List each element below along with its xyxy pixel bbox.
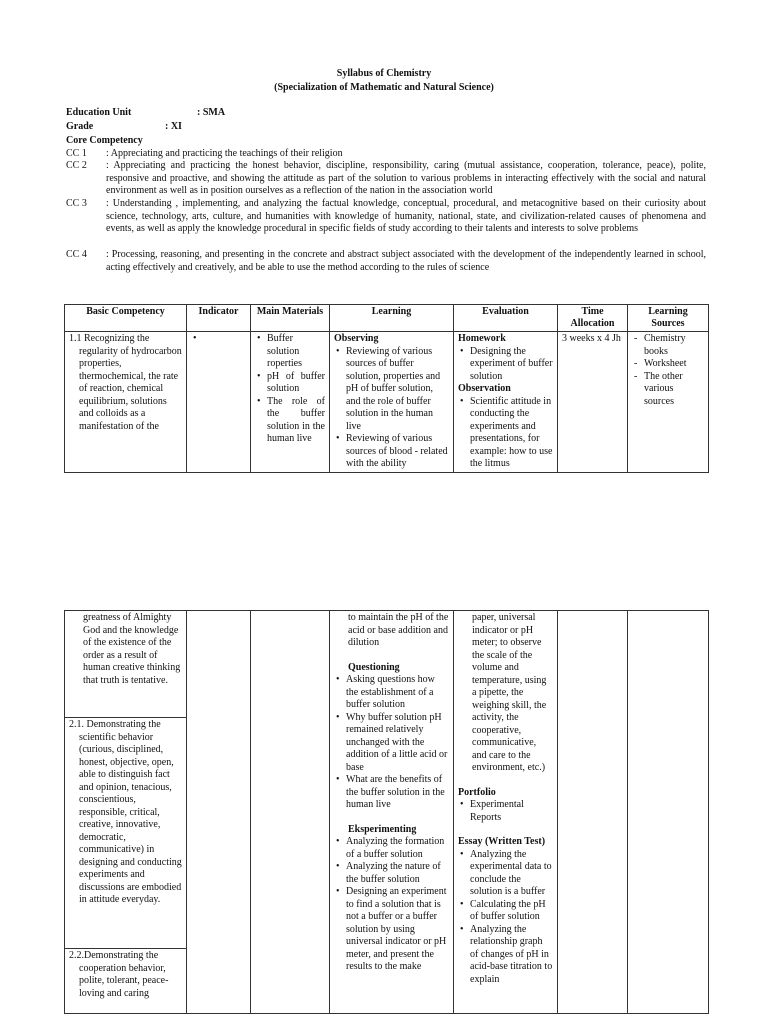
material-item: • pH of buffer solution (255, 371, 325, 396)
learning-item: • Asking questions how the establishment of a buffer solution (334, 674, 449, 712)
learning-item: • Analyzing the formation of a buffer solution (334, 836, 449, 861)
cc-text: : Understanding , implementing, and analyzing the factual knowledge, conceptual, procedural, and metacognitive based on their curiosity about science, technology, arts, culture, and humanities with knowledge of humanity, national, state, and civilization-related causes of phenomena and events, as well as apply the knowledge procedural in specific fields of study according to their talents and interests to solve problems (106, 198, 706, 235)
time-allocation-cell (558, 332, 628, 473)
time-allocation-cell (558, 611, 628, 1014)
header-indicator: Indicator (187, 305, 251, 332)
evaluation-heading-essay: Essay (Written Test) (458, 836, 546, 847)
cc-text: : Appreciating and practicing the teachings of their religion (106, 148, 343, 159)
learning-cell (330, 332, 454, 473)
header-evaluation: Evaluation (454, 305, 558, 332)
indicator-cell (187, 332, 251, 473)
header-learning-sources: Learning Sources (628, 305, 709, 332)
education-unit-label: Education Unit (66, 107, 132, 118)
evaluation-item: • Designing the experiment of buffer solution (458, 346, 553, 384)
document-subtitle: (Specialization of Mathematic and Natural Science) (274, 82, 494, 93)
header-time-allocation: Time Allocation (558, 305, 628, 332)
source-item: - Worksheet (632, 358, 704, 371)
evaluation-item: • Experimental Reports (458, 799, 553, 824)
basic-competency-text: 2.2.Demonstrating the cooperation behavior, polite, tolerant, peace-loving and caring (69, 950, 169, 999)
cc-code: CC 2 (66, 160, 87, 171)
learning-item: • What are the benefits of the buffer solution in the human live (334, 774, 449, 812)
core-competency-label: Core Competency (66, 135, 143, 146)
evaluation-cell (454, 332, 558, 473)
learning-sources-cell (628, 611, 709, 1014)
evaluation-continued-text: paper, universal indicator or pH meter; to observe the scale of the volume and temperature, using a pipette, the weighing skill, the activity, the cooperative, communicative, and care to the environment, etc.) (472, 612, 547, 773)
core-competency-1 (66, 148, 706, 161)
basic-competency-text: 1.1 Recognizing the regularity of hydrocarbon properties, thermochemical, the rate of reaction, chemical equilibrium, solutions and colloids as a manifestation of the (69, 333, 182, 432)
source-item: - Chemistry books (632, 333, 704, 358)
cc-code: CC 4 (66, 249, 87, 260)
material-item: • The role of the buffer solution in the human live (255, 396, 325, 446)
table-row (65, 611, 709, 718)
evaluation-item: • Analyzing the relationship graph of changes of pH in acid-base titration to explain (458, 924, 553, 987)
evaluation-heading-observation: Observation (458, 383, 511, 394)
learning-heading-experimenting: Eksperimenting (348, 823, 417, 835)
syllabus-table-top (64, 304, 709, 473)
main-materials-cell (251, 332, 330, 473)
basic-competency-cell (65, 332, 187, 473)
material-item: • Buffer solution roperties (255, 333, 325, 371)
learning-continued-text: to maintain the pH of the acid or base addition and dilution (348, 612, 449, 648)
header-main-materials: Main Materials (251, 305, 330, 332)
header-learning: Learning (330, 305, 454, 332)
core-competency-3 (66, 198, 706, 236)
basic-competency-text: 2.1. Demonstrating the scientific behavior (curious, disciplined, honest, objective, open, able to distinguish fact and opinion, tenacious, conscientious, responsible, critical, creative, innovative, democratic, communicative) in designing and conducting experiments and discussions are embodied in attitude everyday. (69, 719, 182, 905)
main-materials-cell (251, 611, 330, 1014)
learning-item: • Reviewing of various sources of blood - related with the ability (334, 433, 449, 471)
source-item: - The other various sources (632, 371, 704, 409)
learning-item: • Why buffer solution pH remained relatively unchanged with the addition of a little acid or base (334, 712, 449, 775)
time-allocation-text: 3 weeks x 4 Jh (562, 333, 621, 344)
basic-competency-cell (65, 611, 187, 718)
grade-label: Grade (66, 121, 94, 132)
evaluation-item: • Analyzing the experimental data to conclude the solution is a buffer (458, 849, 553, 899)
evaluation-cell (454, 611, 558, 1014)
education-unit-value: : SMA (197, 107, 226, 118)
cc-text: : Processing, reasoning, and presenting in the concrete and abstract subject associated with the development of the independently learned in school, acting effectively and creatively, and be able to use the method according to the rules of science (106, 249, 706, 273)
grade-value: : XI (165, 121, 182, 132)
learning-sources-cell (628, 332, 709, 473)
evaluation-heading-homework: Homework (458, 333, 506, 344)
learning-heading-questioning: Questioning (348, 661, 400, 673)
learning-heading-observing: Observing (334, 333, 379, 344)
basic-competency-cell (65, 718, 187, 949)
learning-item: • Analyzing the nature of the buffer solution (334, 861, 449, 886)
learning-item: • Reviewing of various sources of buffer solution, properties and pH of buffer solution, and the role of buffer solution in the human live (334, 346, 449, 434)
core-competency-2 (66, 160, 706, 198)
table-row (65, 332, 709, 473)
syllabus-table-bottom (64, 610, 709, 1014)
evaluation-item: • Scientific attitude in conducting the experiments and presentations, for example: how to use the litmus (458, 396, 553, 471)
table-header-row (65, 305, 709, 332)
basic-competency-text: greatness of Almighty God and the knowledge of the existence of the order as a result of human creative thinking that truth is tentative. (83, 612, 181, 686)
core-competency-4 (66, 249, 706, 274)
header-basic-competency: Basic Competency (65, 305, 187, 332)
learning-cell (330, 611, 454, 1014)
document-title: Syllabus of Chemistry (336, 68, 432, 79)
evaluation-heading-portfolio: Portfolio (458, 786, 496, 798)
indicator-cell (187, 611, 251, 1014)
cc-text: : Appreciating and practicing the honest behavior, discipline, responsibility, caring (mutual assistance, cooperation, tolerance, peace), polite, responsive and proactive, and showing the attitude as part of the solution to various problems in interacting effectively with the social and natural environment as well as in position ourselves as a reflection of the nation in the association world (106, 160, 706, 197)
learning-item: • Designing an experiment to find a solution that is not a buffer or a buffer solution by using universal indicator or pH meter, and present the results to the make (334, 886, 449, 974)
evaluation-item: • Calculating the pH of buffer solution (458, 899, 553, 924)
cc-code: CC 1 (66, 148, 87, 159)
basic-competency-cell (65, 949, 187, 1014)
cc-code: CC 3 (66, 198, 87, 209)
